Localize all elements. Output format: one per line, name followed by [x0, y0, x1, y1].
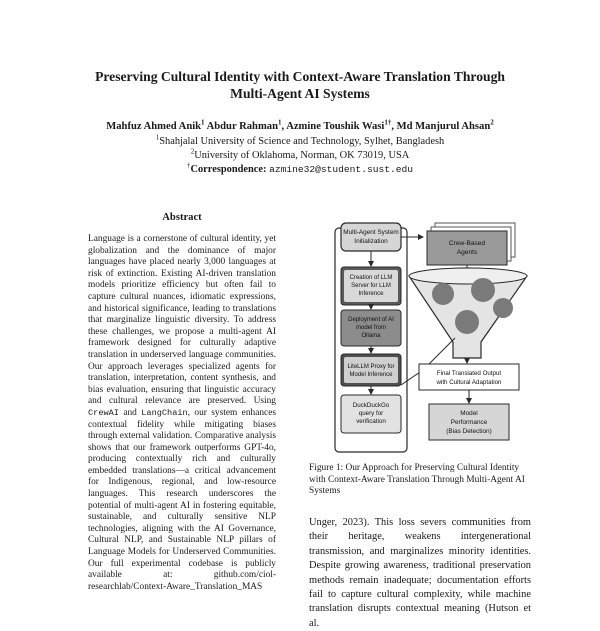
- output-line-2: with Cultural Adaptation: [436, 379, 502, 386]
- affiliation-2: $^2$University of Oklahoma, Norman, OK 73019, USA: [190, 147, 410, 161]
- agent-funnel: [409, 268, 527, 358]
- author-list: Mahfuz Ahmed Anik$^1$ Abdur Rahman$^1$, Azmine Toushik Wasi$^{1\dagger}$, Md Manjurul Ahsan$^2$: [106, 118, 494, 132]
- litellm-proxy-box: [341, 354, 401, 386]
- correspondence: †Correspondence: azmine32@student.sust.edu: [186, 161, 414, 175]
- abstract-heading: Abstract: [162, 212, 202, 223]
- paper-title: [60, 68, 540, 102]
- crew-line-2: Agents: [456, 249, 478, 256]
- author-2: Abdur Rahman$^1$: [206, 118, 282, 132]
- init-line-2: Initialization: [354, 238, 388, 245]
- duckduckgo-query-box: [341, 395, 401, 433]
- ddg-line-3: verification: [356, 418, 386, 425]
- ollama-line-3: Ollama: [361, 333, 381, 339]
- litellm-line-2: Model Inference: [349, 372, 393, 378]
- init-line-1: Multi-Agent System: [343, 229, 399, 236]
- agent-circle-2: [471, 278, 495, 302]
- llm-server-line-3: Inference: [358, 291, 384, 297]
- ollama-line-2: model from: [355, 325, 387, 331]
- llm-server-box: [341, 267, 401, 305]
- llm-server-line-1: Creation of LLM: [349, 275, 393, 281]
- author-1: Mahfuz Ahmed Anik$^1$: [106, 118, 205, 132]
- correspondence-email[interactable]: azmine32@student.sust.edu: [269, 164, 414, 175]
- perf-line-3: (Bias Detection): [446, 428, 492, 435]
- ollama-line-1: Deployment of AI: [348, 317, 394, 323]
- model-performance-box: [429, 404, 509, 440]
- figure-caption: Figure 1: Our Approach for Preserving Cultural Identity with Context-Aware Translation Through Multi-Agent AI Systems: [309, 463, 525, 497]
- perf-line-2: Performance: [450, 419, 488, 426]
- llm-server-line-2: Server for LLM: [351, 283, 391, 289]
- abstract-body: Language is a cornerstone of cultural identity, yet globalization and the dominance of major languages have placed nearly 3,000 languages at risk of extinction. Existing AI-driven translation models prioritize efficiency but often fail to capture cultural nuances, idiomatic expressions, and historical significance, leading to translations that marginalize linguistic diversity. To address these challenges, we propose a multi-agent AI framework designed for culturally adaptive translation in underserved language communities. Our approach leverages specialized agents for translation, interpretation, content synthesis, and bias evaluation, ensuring that linguistic accuracy and cultural relevance are preserved. Using CrewAI and LangChain, our system enhances contextual fidelity while mitigating biases through external validation. Comparative analysis shows that our framework outperforms GPT-4o, producing contextually rich and culturally embedded translations—a critical advancement for Indigenous, regional, and low-resource languages. This research underscores the potential of multi-agent AI in fostering equitable, sustainable, and culturally sensitive NLP technologies, aligning with the AI Governance, Cultural NLP, and Sustainable NLP pillars of Language Models for Underserved Communities. Our full experimental codebase is publicly available at: github.com/ciol-researchlab/Context-Aware_Translation_MAS: [88, 234, 277, 592]
- final-output-box: [419, 364, 519, 390]
- agent-circle-3: [493, 298, 513, 318]
- ddg-line-2: query for: [358, 410, 384, 417]
- agent-circle-1: [432, 283, 454, 305]
- title-line-1: Preserving Cultural Identity with Context-Aware Translation Through: [95, 69, 505, 84]
- title-line-2: Multi-Agent AI Systems: [230, 86, 370, 101]
- author-4: Md Manjurul Ahsan$^2$: [396, 118, 494, 132]
- crew-line-1: Crew-Based: [448, 240, 486, 247]
- affiliation-1: $^1$Shahjalal University of Science and Technology, Sylhet, Bangladesh: [155, 133, 445, 147]
- agent-circle-4: [455, 310, 479, 334]
- perf-line-1: Model: [460, 410, 478, 417]
- figure-1-diagram: [305, 210, 530, 455]
- ddg-line-1: DuckDuckGo: [352, 402, 390, 409]
- author-3: Azmine Toushik Wasi$^{1\dagger}$: [286, 118, 392, 132]
- crew-agents-box: [427, 223, 515, 265]
- litellm-line-1: LiteLLM Proxy for: [347, 364, 395, 370]
- ollama-deploy-box: [341, 310, 401, 346]
- output-line-1: Final Translated Output: [436, 370, 502, 377]
- system-init-box: [341, 223, 401, 251]
- body-text-right: Unger, 2023). This loss severs communities from their heritage, weakens intergenerational transmission, and marginalizes minority identities. Despite growing awareness, traditional preservation methods remain inadequate; documentation efforts fail to capture cultural complexity, while machine translation disrupts contextual meaning (Hutson et al.: [309, 517, 531, 629]
